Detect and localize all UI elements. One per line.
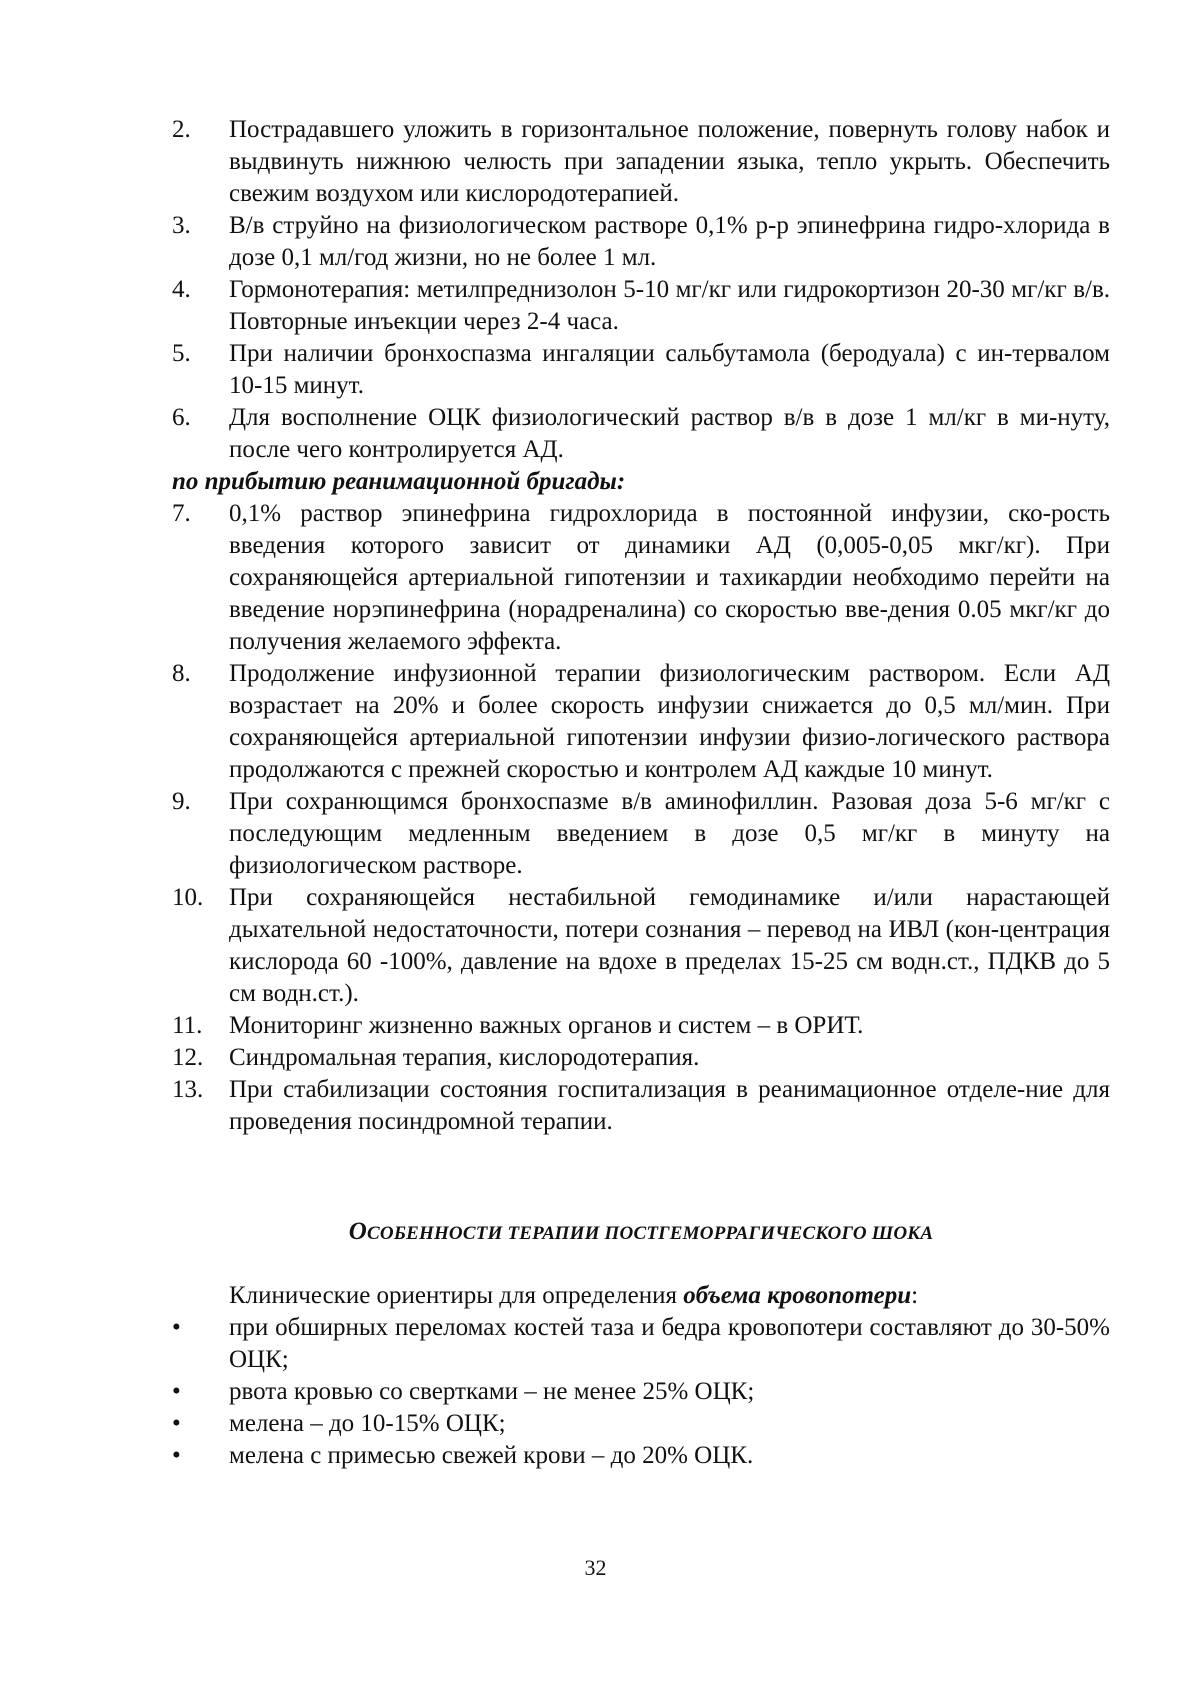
list-item-text: Синдромальная терапия, кислородотерапия. — [229, 1044, 700, 1071]
list-item-number: 7. — [172, 500, 191, 527]
bullet-text: при обширных переломах костей таза и бедра кровопотери составляют до 30-50% ОЦК; — [229, 1314, 1110, 1373]
list-item — [172, 1010, 1110, 1042]
bullet-icon: • — [172, 1314, 181, 1341]
list-item-number: 4. — [172, 276, 191, 303]
list-item-number: 5. — [172, 340, 191, 367]
list-item-text: Продолжение инфузионной терапии физиологическим раствором. Если АД возрастает на 20% и более скорость инфузии снижается до 0,5 мл/мин. При сохраняющейся артериальной гипотензии инфузии физио-логического раствора продолжаются с прежней скоростью и контролем АД каждые 10 минут. — [229, 660, 1110, 783]
list-item-number: 13. — [172, 1076, 204, 1103]
list-item-text: При сохранющимся бронхоспазме в/в аминофиллин. Разовая доза 5-6 мг/кг с последующим медленным введением в дозе 0,5 мг/кг в минуту на физиологическом растворе. — [229, 788, 1110, 879]
list-item-text: Пострадавшего уложить в горизонтальное положение, повернуть голову набок и выдвинуть нижнюю челюсть при западении языка, тепло укрыть. Обеспечить свежим воздухом или кислородотерапией. — [229, 116, 1110, 207]
intro-tail: : — [911, 1282, 919, 1309]
bullet-item — [172, 1440, 1110, 1472]
bullet-icon: • — [172, 1442, 181, 1469]
intro-paragraph — [172, 1280, 1110, 1312]
bullet-item — [172, 1408, 1110, 1440]
bullet-text: рвота кровью со свертками – не менее 25% ОЦК; — [229, 1378, 755, 1405]
heading-rest: СОБЕННОСТИ ТЕРАПИИ ПОСТГЕМОРРАГИЧЕСКОГО ШОКА — [367, 1223, 934, 1244]
list-item-number: 8. — [172, 660, 191, 687]
list-item — [172, 658, 1110, 786]
intro-text: Клинические ориентиры для определения — [229, 1282, 684, 1309]
list-item-number: 10. — [172, 884, 204, 911]
list-item-text: При наличии бронхоспазма ингаляции сальбутамола (беродуала) с ин-тервалом 10-15 минут. — [229, 340, 1110, 399]
list-item — [172, 882, 1110, 1010]
list-item-text: При стабилизации состояния госпитализация в реанимационное отделе-ние для проведения посиндромной терапии. — [229, 1076, 1110, 1135]
list-brigade — [172, 498, 1110, 1138]
list-item-text: В/в струйно на физиологическом растворе 0,1% р-р эпинефрина гидро-хлорида в дозе 0,1 мл/год жизни, но не более 1 мл. — [229, 212, 1110, 271]
list-item — [172, 786, 1110, 882]
list-item-text: 0,1% раствор эпинефрина гидрохлорида в постоянной инфузии, ско-рость введения которого зависит от динамики АД (0,005-0,05 мкг/кг). При сохраняющейся артериальной гипотензии и тахикардии необходимо перейти на введение норэпинефрина (норадреналина) со скоростью вве-дения 0.05 мкг/кг до получения желаемого эффекта. — [229, 500, 1110, 655]
page-number: 32 — [584, 1555, 607, 1580]
list-item — [172, 210, 1110, 274]
list-item-text: При сохраняющейся нестабильной гемодинамике и/или нарастающей дыхательной недостаточности, потери сознания – перевод на ИВЛ (кон-центрация кислорода 60 -100%, давление на вдохе в пределах 15-25 см водн.ст., ПДКВ до 5 см водн.ст.). — [229, 884, 1110, 1007]
list-item — [172, 1042, 1110, 1074]
list-item-number: 9. — [172, 788, 191, 815]
bullet-item — [172, 1376, 1110, 1408]
list-item — [172, 274, 1110, 338]
bullet-text: мелена – до 10-15% ОЦК; — [229, 1410, 506, 1437]
list-item — [172, 114, 1110, 210]
intro-emphasis: объема кровопотери — [683, 1282, 912, 1309]
bullet-list — [172, 1312, 1110, 1472]
section-label-brigade: по прибытию реанимационной бригады: — [172, 468, 626, 495]
list-item-number: 3. — [172, 212, 191, 239]
list-item-text: Для восполнение ОЦК физиологический раствор в/в в дозе 1 мл/кг в ми-нуту, после чего контролируется АД. — [229, 404, 1110, 463]
list-item — [172, 498, 1110, 658]
list-item-number: 12. — [172, 1044, 204, 1071]
heading-initial: О — [348, 1218, 368, 1245]
list-item — [172, 402, 1110, 466]
list-item-number: 11. — [172, 1012, 203, 1039]
bullet-icon: • — [172, 1410, 181, 1437]
bullet-item — [172, 1312, 1110, 1376]
list-item — [172, 1074, 1110, 1138]
list-item-text: Гормонотерапия: метилпреднизолон 5-10 мг/кг или гидрокортизон 20-30 мг/кг в/в. Повторные инъекции через 2-4 часа. — [229, 276, 1110, 335]
page-content — [172, 114, 1110, 1472]
bullet-icon: • — [172, 1378, 181, 1405]
list-item-text: Мониторинг жизненно важных органов и систем – в ОРИТ. — [229, 1012, 864, 1039]
section-heading — [172, 1216, 1110, 1250]
list-item-number: 6. — [172, 404, 191, 431]
list-first-aid — [172, 114, 1110, 466]
bullet-text: мелена с примесью свежей крови – до 20% ОЦК. — [229, 1442, 754, 1469]
list-item — [172, 338, 1110, 402]
list-item-number: 2. — [172, 116, 191, 143]
